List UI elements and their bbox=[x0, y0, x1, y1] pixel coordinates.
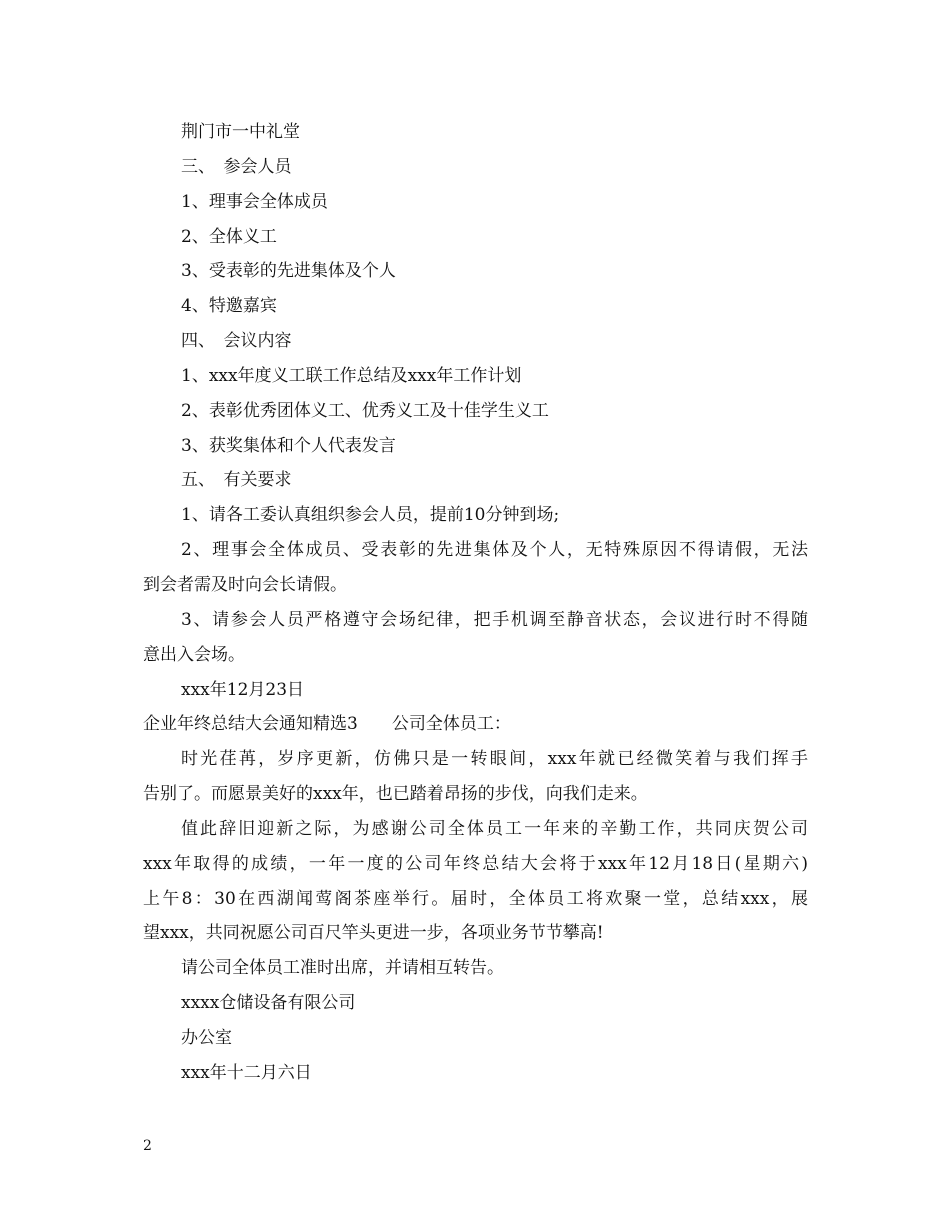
text-line: 望xxx，共同祝愿公司百尺竿头更进一步，各项业务节节攀高! bbox=[143, 923, 604, 944]
text-line: xxx年取得的成绩，一年一度的公司年终总结大会将于xxx年12月18日(星期六) bbox=[143, 853, 808, 874]
text-line: 上午8：30在西湖闻莺阁茶座举行。届时，全体员工将欢聚一堂，总结xxx，展 bbox=[143, 888, 808, 909]
text-line: 3、获奖集体和个人代表发言 bbox=[181, 435, 396, 456]
text-line: 2、理事会全体成员、受表彰的先进集体及个人，无特殊原因不得请假，无法 bbox=[181, 540, 808, 561]
text-line: 三、 参会人员 bbox=[181, 156, 292, 177]
text-line: 1、请各工委认真组织参会人员，提前10分钟到场; bbox=[181, 505, 560, 526]
text-line: 2、表彰优秀团体义工、优秀义工及十佳学生义工 bbox=[181, 400, 549, 421]
text-line: 企业年终总结大会通知精选3 公司全体员工： bbox=[143, 714, 511, 735]
text-line: xxx年12月23日 bbox=[181, 679, 305, 700]
text-line: 1、xxx年度义工联工作总结及xxx年工作计划 bbox=[181, 365, 522, 386]
text-line: 告别了。而愿景美好的xxx年，也已踏着昂扬的步伐，向我们走来。 bbox=[143, 784, 648, 805]
text-line: 1、理事会全体成员 bbox=[181, 191, 328, 212]
text-line: 3、受表彰的先进集体及个人 bbox=[181, 261, 396, 282]
text-line: 请公司全体员工准时出席，并请相互转告。 bbox=[181, 958, 504, 979]
text-line: 4、特邀嘉宾 bbox=[181, 296, 277, 317]
document-body bbox=[143, 115, 808, 1091]
text-line: 意出入会场。 bbox=[143, 644, 245, 665]
page-number: 2 bbox=[143, 1138, 152, 1154]
text-line: 到会者需及时向会长请假。 bbox=[143, 574, 347, 595]
text-line: 时光荏苒，岁序更新，仿佛只是一转眼间，xxx年就已经微笑着与我们挥手 bbox=[181, 749, 808, 770]
text-line: 办公室 bbox=[181, 1027, 232, 1048]
text-line: 3、请参会人员严格遵守会场纪律，把手机调至静音状态，会议进行时不得随 bbox=[181, 609, 808, 630]
text-line: 四、 会议内容 bbox=[181, 331, 292, 352]
text-line: 值此辞旧迎新之际，为感谢公司全体员工一年来的辛勤工作，共同庆贺公司 bbox=[181, 818, 808, 839]
text-line: 2、全体义工 bbox=[181, 226, 277, 247]
text-line: xxxx仓储设备有限公司 bbox=[181, 993, 356, 1014]
text-line: xxx年十二月六日 bbox=[181, 1062, 312, 1083]
text-line: 五、 有关要求 bbox=[181, 470, 292, 491]
text-line: 荆门市一中礼堂 bbox=[181, 122, 300, 142]
